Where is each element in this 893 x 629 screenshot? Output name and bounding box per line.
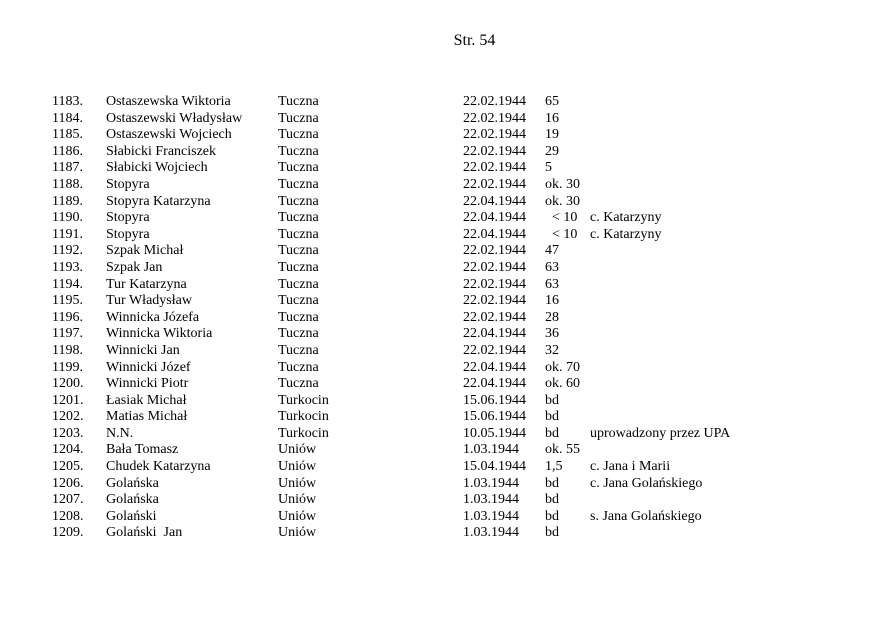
entry-age: ok. 55 [545,442,580,458]
entry-date: 22.02.1944 [463,176,526,192]
entry-name: Tur Władysław [106,293,192,309]
entry-age: 28 [545,309,559,325]
entry-place: Tuczna [278,276,319,292]
entry-note: c. Katarzyny [590,226,662,242]
entry-place: Uniów [278,525,317,541]
entry-number: 1208. [52,508,84,524]
entry-age: 5 [545,160,552,176]
entry-place: Tuczna [278,210,319,226]
entry-name: Stopyra [106,210,150,226]
entry-place: Tuczna [278,259,319,275]
entry-name: Matias Michał [106,409,188,425]
entry-number: 1190. [52,210,83,226]
entry-place: Tuczna [278,243,319,259]
entry-age: 16 [545,110,559,126]
entry-date: 22.04.1944 [463,326,526,342]
list-item [0,393,893,410]
entry-name: Golański Jan [106,525,183,541]
entry-number: 1193. [52,259,83,275]
entry-name: Bała Tomasz [106,442,179,458]
entry-name: Golańska [106,492,159,508]
entry-name: N.N. [106,425,134,441]
entry-date: 22.02.1944 [463,160,526,176]
entry-age: ok. 30 [545,176,580,192]
entry-number: 1198. [52,342,83,358]
list-item [0,144,893,161]
entry-place: Tuczna [278,176,319,192]
list-item [0,111,893,128]
entry-note: s. Jana Golańskiego [590,508,702,524]
entry-age: bd [545,425,559,441]
entry-number: 1185. [52,127,83,143]
entry-place: Tuczna [278,160,319,176]
entry-place: Uniów [278,492,317,508]
entry-age: 19 [545,127,559,143]
entry-number: 1184. [52,110,83,126]
entry-name: Szpak Michał [106,243,184,259]
entry-date: 1.03.1944 [463,475,519,491]
entry-name: Ostaszewska Wiktoria [106,94,231,109]
list-item [0,360,893,377]
entry-age: 47 [545,243,559,259]
entry-age: < 10 [545,226,578,242]
entry-date: 22.04.1944 [463,210,526,226]
list-item [0,442,893,459]
entry-name: Szpak Jan [106,259,163,275]
entry-number: 1202. [52,409,84,425]
entry-age: bd [545,492,559,508]
entry-number: 1207. [52,492,84,508]
entry-date: 15.06.1944 [463,392,526,408]
entry-name: Stopyra [106,226,150,242]
entry-name: Chudek Katarzyna [106,459,211,475]
list-item [0,177,893,194]
entry-number: 1188. [52,176,83,192]
entry-age: 63 [545,259,559,275]
entry-age: 36 [545,326,559,342]
entry-place: Tuczna [278,110,319,126]
entry-date: 15.06.1944 [463,409,526,425]
list-item [0,509,893,526]
list-item [0,243,893,260]
entry-note: c. Jana i Marii [590,459,671,475]
entry-place: Tuczna [278,143,319,159]
entry-number: 1183. [52,94,83,109]
entry-note: c. Jana Golańskiego [590,475,703,491]
entry-number: 1201. [52,392,84,408]
entry-place: Uniów [278,475,317,491]
entry-date: 22.02.1944 [463,293,526,309]
entry-place: Tuczna [278,127,319,143]
entry-date: 22.04.1944 [463,226,526,242]
entry-number: 1192. [52,243,83,259]
entry-age: ok. 70 [545,359,580,375]
list-item [0,260,893,277]
entry-date: 22.02.1944 [463,309,526,325]
entry-place: Tuczna [278,226,319,242]
entry-date: 1.03.1944 [463,492,519,508]
entry-number: 1204. [52,442,84,458]
list-item [0,459,893,476]
entry-date: 22.04.1944 [463,193,526,209]
entry-date: 22.02.1944 [463,243,526,259]
entry-place: Uniów [278,442,317,458]
list-item [0,525,893,542]
list-item [0,426,893,443]
entry-date: 15.04.1944 [463,459,526,475]
entry-date: 22.02.1944 [463,94,526,109]
list-item [0,343,893,360]
entry-name: Winnicka Wiktoria [106,326,213,342]
entry-age: 29 [545,143,559,159]
list-item [0,227,893,244]
entry-name: Winnicki Jan [106,342,180,358]
list-item [0,326,893,343]
list-item [0,492,893,509]
entry-number: 1196. [52,309,83,325]
entry-number: 1200. [52,376,84,392]
entry-name: Winnicki Józef [106,359,191,375]
entry-date: 22.02.1944 [463,259,526,275]
entry-name: Golańska [106,475,159,491]
list-item [0,194,893,211]
entry-place: Tuczna [278,309,319,325]
entry-place: Tuczna [278,342,319,358]
entry-number: 1203. [52,425,84,441]
list-item [0,94,893,111]
entry-name: Słabicki Franciszek [106,143,217,159]
entry-place: Tuczna [278,94,319,109]
entry-age: 1,5 [545,459,563,475]
entry-place: Tuczna [278,293,319,309]
entry-name: Słabicki Wojciech [106,160,208,176]
entry-date: 22.02.1944 [463,342,526,358]
entry-number: 1199. [52,359,83,375]
page-title: Str. 54 [453,32,496,49]
entry-number: 1206. [52,475,84,491]
entry-number: 1186. [52,143,83,159]
list-item [0,277,893,294]
entry-name: Łasiak Michał [106,392,187,408]
entry-place: Turkocin [278,392,329,408]
entry-name: Ostaszewski Władysław [106,110,243,126]
entry-place: Tuczna [278,359,319,375]
entry-name: Golański [106,508,157,524]
entry-place: Tuczna [278,326,319,342]
list-item [0,127,893,144]
entry-note: c. Katarzyny [590,210,662,226]
entry-age: 65 [545,94,559,109]
entry-place: Uniów [278,459,317,475]
entry-number: 1194. [52,276,83,292]
entry-number: 1197. [52,326,83,342]
entry-number: 1205. [52,459,84,475]
entry-date: 1.03.1944 [463,442,519,458]
entry-number: 1209. [52,525,84,541]
entry-date: 10.05.1944 [463,425,526,441]
list-item [0,160,893,177]
entry-date: 1.03.1944 [463,508,519,524]
entry-place: Uniów [278,508,317,524]
entry-name: Tur Katarzyna [106,276,187,292]
entry-date: 22.02.1944 [463,143,526,159]
entry-place: Tuczna [278,376,319,392]
entry-age: 63 [545,276,559,292]
entry-date: 22.02.1944 [463,127,526,143]
entry-number: 1189. [52,193,83,209]
entry-age: bd [545,409,559,425]
entry-place: Tuczna [278,193,319,209]
entry-date: 22.04.1944 [463,359,526,375]
entry-name: Stopyra Katarzyna [106,193,211,209]
entry-age: 32 [545,342,559,358]
entry-place: Turkocin [278,425,329,441]
entry-name: Ostaszewski Wojciech [106,127,232,143]
entry-name: Winnicka Józefa [106,309,200,325]
entry-age: 16 [545,293,559,309]
list-item [0,210,893,227]
entry-name: Stopyra [106,176,150,192]
entry-age: ok. 30 [545,193,580,209]
entry-age: bd [545,525,559,541]
list-item [0,293,893,310]
entry-age: bd [545,508,559,524]
entry-age: < 10 [545,210,578,226]
entry-note: uprowadzony przez UPA [590,425,731,441]
entry-age: ok. 60 [545,376,580,392]
entry-number: 1187. [52,160,83,176]
entry-date: 22.02.1944 [463,276,526,292]
entry-age: bd [545,392,559,408]
entry-place: Turkocin [278,409,329,425]
list-item [0,376,893,393]
entry-number: 1191. [52,226,83,242]
entry-name: Winnicki Piotr [106,376,189,392]
list-item [0,310,893,327]
entry-date: 22.04.1944 [463,376,526,392]
list-item [0,476,893,493]
victims-list [0,94,893,542]
entry-age: bd [545,475,559,491]
entry-date: 1.03.1944 [463,525,519,541]
list-item [0,409,893,426]
entry-number: 1195. [52,293,83,309]
entry-date: 22.02.1944 [463,110,526,126]
